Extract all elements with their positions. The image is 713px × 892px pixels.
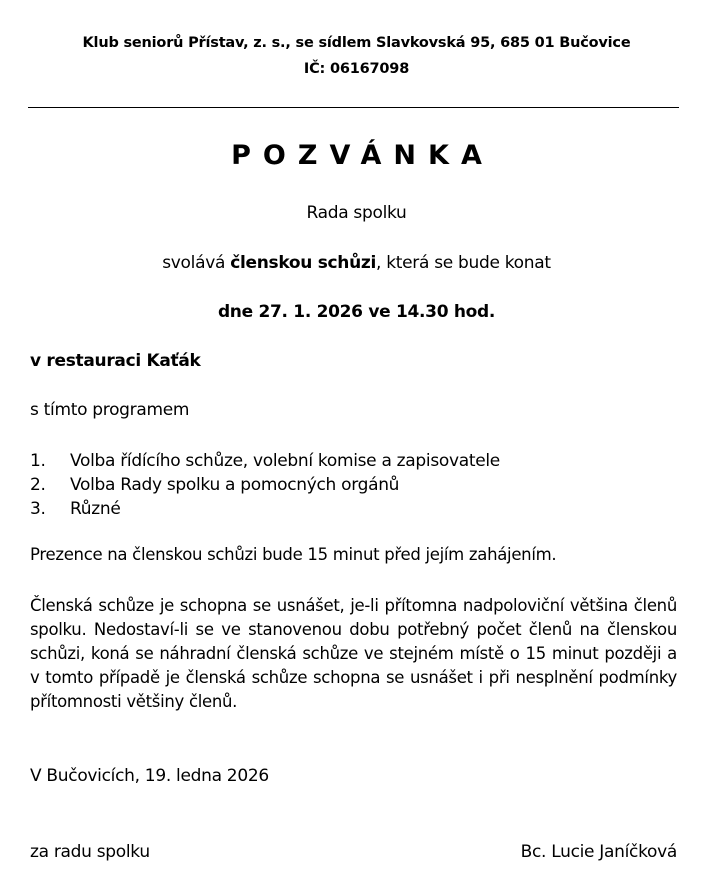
- convenes-prefix: svolává: [162, 253, 231, 273]
- program-item-number: 3.: [30, 499, 46, 519]
- program-item-text: Volba Rady spolku a pomocných orgánů: [70, 475, 400, 495]
- signature-on-behalf: za radu spolku: [30, 842, 150, 862]
- convenes-suffix: , která se bude konat: [376, 253, 551, 273]
- quorum-paragraph: Členská schůze je schopna se usnášet, je-li přítomna nadpoloviční většina členů spolku. Nedostaví-li se ve stanovenou dobu potřebný počet členů na členskou schůzi, koná se náhradní členská schůze ve stejném místě o 15 minut později a v tomto případě je členská schůze schopna se usnášet i při nesplnění podmínky přítomnosti většiny členů.: [30, 596, 677, 711]
- meeting-type: členskou schůzi: [230, 253, 377, 273]
- meeting-date-time: dne 27. 1. 2026 ve 14.30 hod.: [217, 302, 496, 322]
- presence-note: Prezence na členskou schůzi bude 15 minut před jejím zahájením.: [30, 545, 557, 564]
- header-divider: [28, 107, 679, 108]
- program-item-number: 1.: [30, 451, 46, 471]
- place-and-date: V Bučovicích, 19. ledna 2026: [30, 766, 269, 786]
- program-item-text: Volba řídícího schůze, volební komise a zapisovatele: [70, 451, 500, 471]
- program-intro: s tímto programem: [30, 400, 190, 420]
- program-item-text: Různé: [70, 499, 121, 519]
- program-item: [30, 449, 500, 473]
- program-item-number: 2.: [30, 475, 46, 495]
- program-list: [30, 449, 500, 521]
- document-title: POZVÁNKA: [231, 140, 494, 171]
- program-item: [30, 473, 500, 497]
- program-item: [30, 497, 500, 521]
- convenes-line: [0, 253, 713, 273]
- organization-address: Klub seniorů Přístav, z. s., se sídlem Slavkovská 95, 685 01 Bučovice: [82, 35, 631, 51]
- convener: Rada spolku: [306, 203, 407, 223]
- signatory-name: Bc. Lucie Janíčková: [520, 842, 677, 862]
- organization-id: IČ: 06167098: [303, 61, 410, 77]
- meeting-venue: v restauraci Kaťák: [30, 351, 201, 371]
